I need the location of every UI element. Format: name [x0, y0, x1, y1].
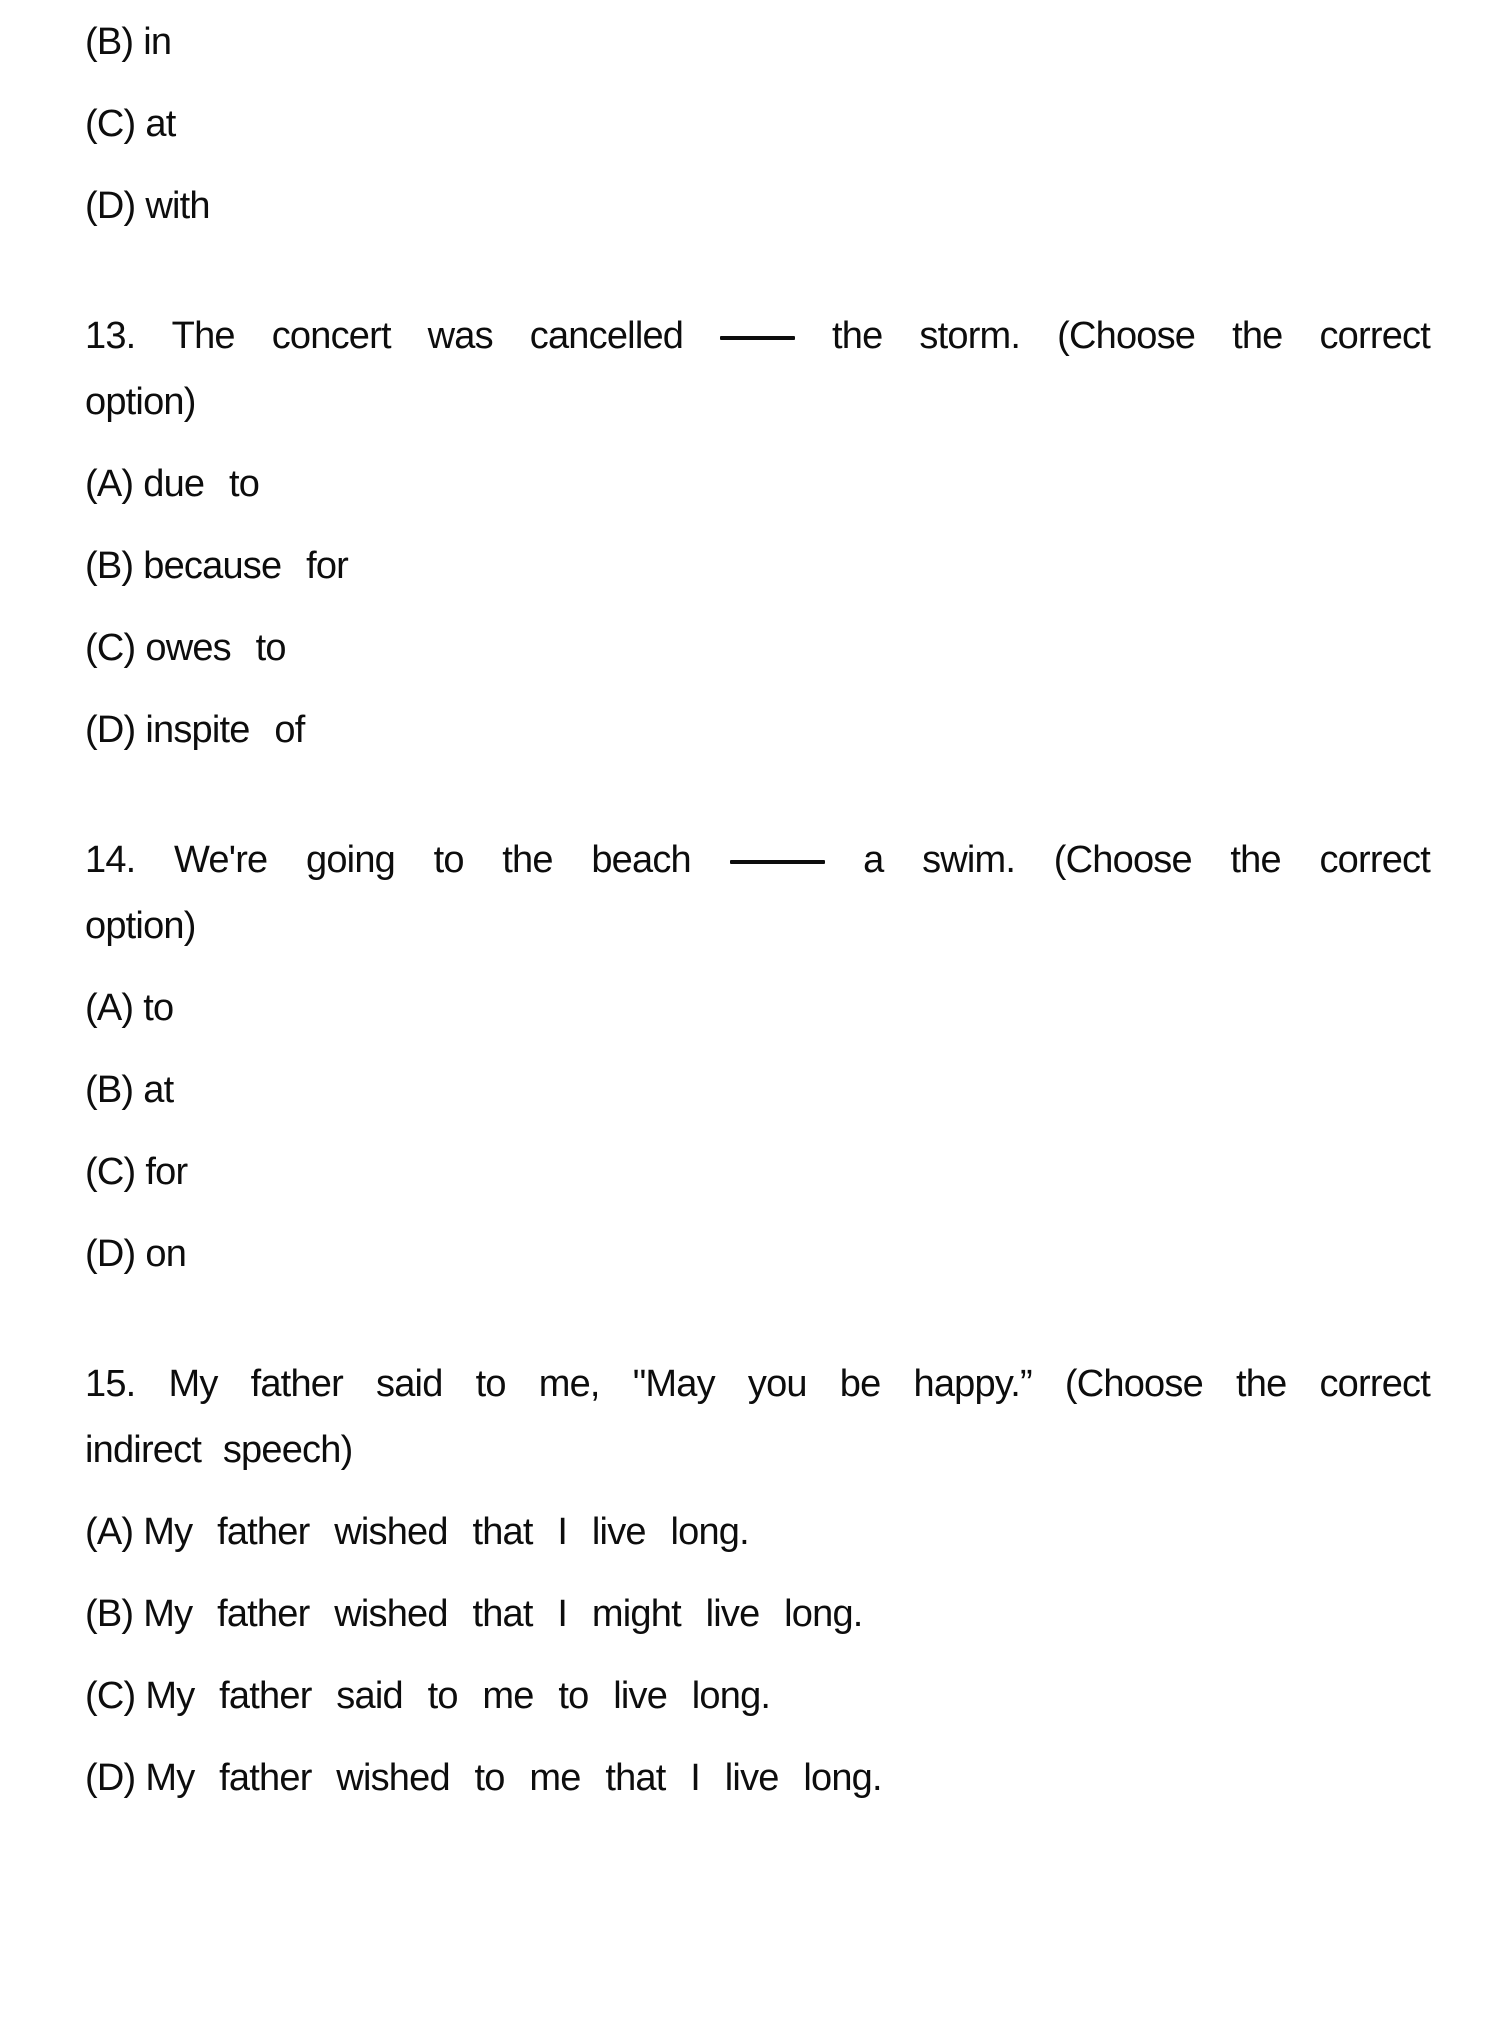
option-letter: (A) [85, 987, 134, 1029]
option-letter: (B) [85, 21, 134, 63]
option-row [85, 1673, 1430, 1719]
option-letter: (C) [85, 1675, 136, 1717]
option-row [85, 625, 1430, 671]
option-row [85, 183, 1430, 229]
option-text: inspite of [145, 709, 305, 751]
option-row [85, 1591, 1430, 1637]
option-text: My father wished to me that I live long. [145, 1757, 882, 1799]
blank-line [730, 860, 825, 864]
option-letter: (D) [85, 185, 136, 227]
option-text: at [145, 103, 176, 145]
option-letter: (D) [85, 1233, 136, 1275]
option-row [85, 1509, 1430, 1555]
option-text: at [143, 1069, 174, 1111]
option-text: because for [143, 545, 349, 587]
option-letter: (A) [85, 463, 134, 505]
option-text: My father wished that I live long. [143, 1511, 749, 1553]
option-letter: (B) [85, 1069, 134, 1111]
question-13 [85, 303, 1430, 435]
option-letter: (A) [85, 1511, 134, 1553]
option-row [85, 101, 1430, 147]
option-row [85, 985, 1430, 1031]
option-text: My father said to me to live long. [145, 1675, 771, 1717]
option-row [85, 1149, 1430, 1195]
option-row [85, 543, 1430, 589]
question-14-line1 [85, 827, 1430, 893]
option-text: to [143, 987, 174, 1029]
blank-line [720, 336, 795, 340]
option-letter: (C) [85, 1151, 136, 1193]
option-row [85, 1755, 1430, 1801]
option-row [85, 19, 1430, 65]
option-row [85, 1067, 1430, 1113]
question-15 [85, 1351, 1430, 1483]
option-letter: (C) [85, 103, 136, 145]
question-14 [85, 827, 1430, 959]
question-13-line1 [85, 303, 1430, 369]
option-text: due to [143, 463, 260, 505]
question-14-line2: option) [85, 905, 196, 947]
option-text: My father wished that I might live long. [143, 1593, 863, 1635]
option-letter: (B) [85, 1593, 134, 1635]
question-15-line1: 15. My father said to me, "May you be happy.” (Choose the correct [85, 1363, 1430, 1405]
option-text: with [145, 185, 210, 227]
question-text: 13. The concert was cancelled [85, 315, 684, 357]
option-text: on [145, 1233, 187, 1275]
option-row [85, 461, 1430, 507]
option-letter: (D) [85, 1757, 136, 1799]
option-letter: (B) [85, 545, 134, 587]
option-row [85, 1231, 1430, 1277]
option-letter: (C) [85, 627, 136, 669]
option-text: for [145, 1151, 188, 1193]
question-text: a swim. (Choose the correct [863, 839, 1430, 881]
option-row [85, 707, 1430, 753]
option-text: in [143, 21, 172, 63]
question-text: 14. We're going to the beach [85, 839, 691, 881]
question-text: the storm. (Choose the correct [832, 315, 1430, 357]
option-letter: (D) [85, 709, 136, 751]
question-13-line2: option) [85, 381, 196, 423]
option-text: owes to [145, 627, 286, 669]
question-15-line2: indirect speech) [85, 1429, 353, 1471]
